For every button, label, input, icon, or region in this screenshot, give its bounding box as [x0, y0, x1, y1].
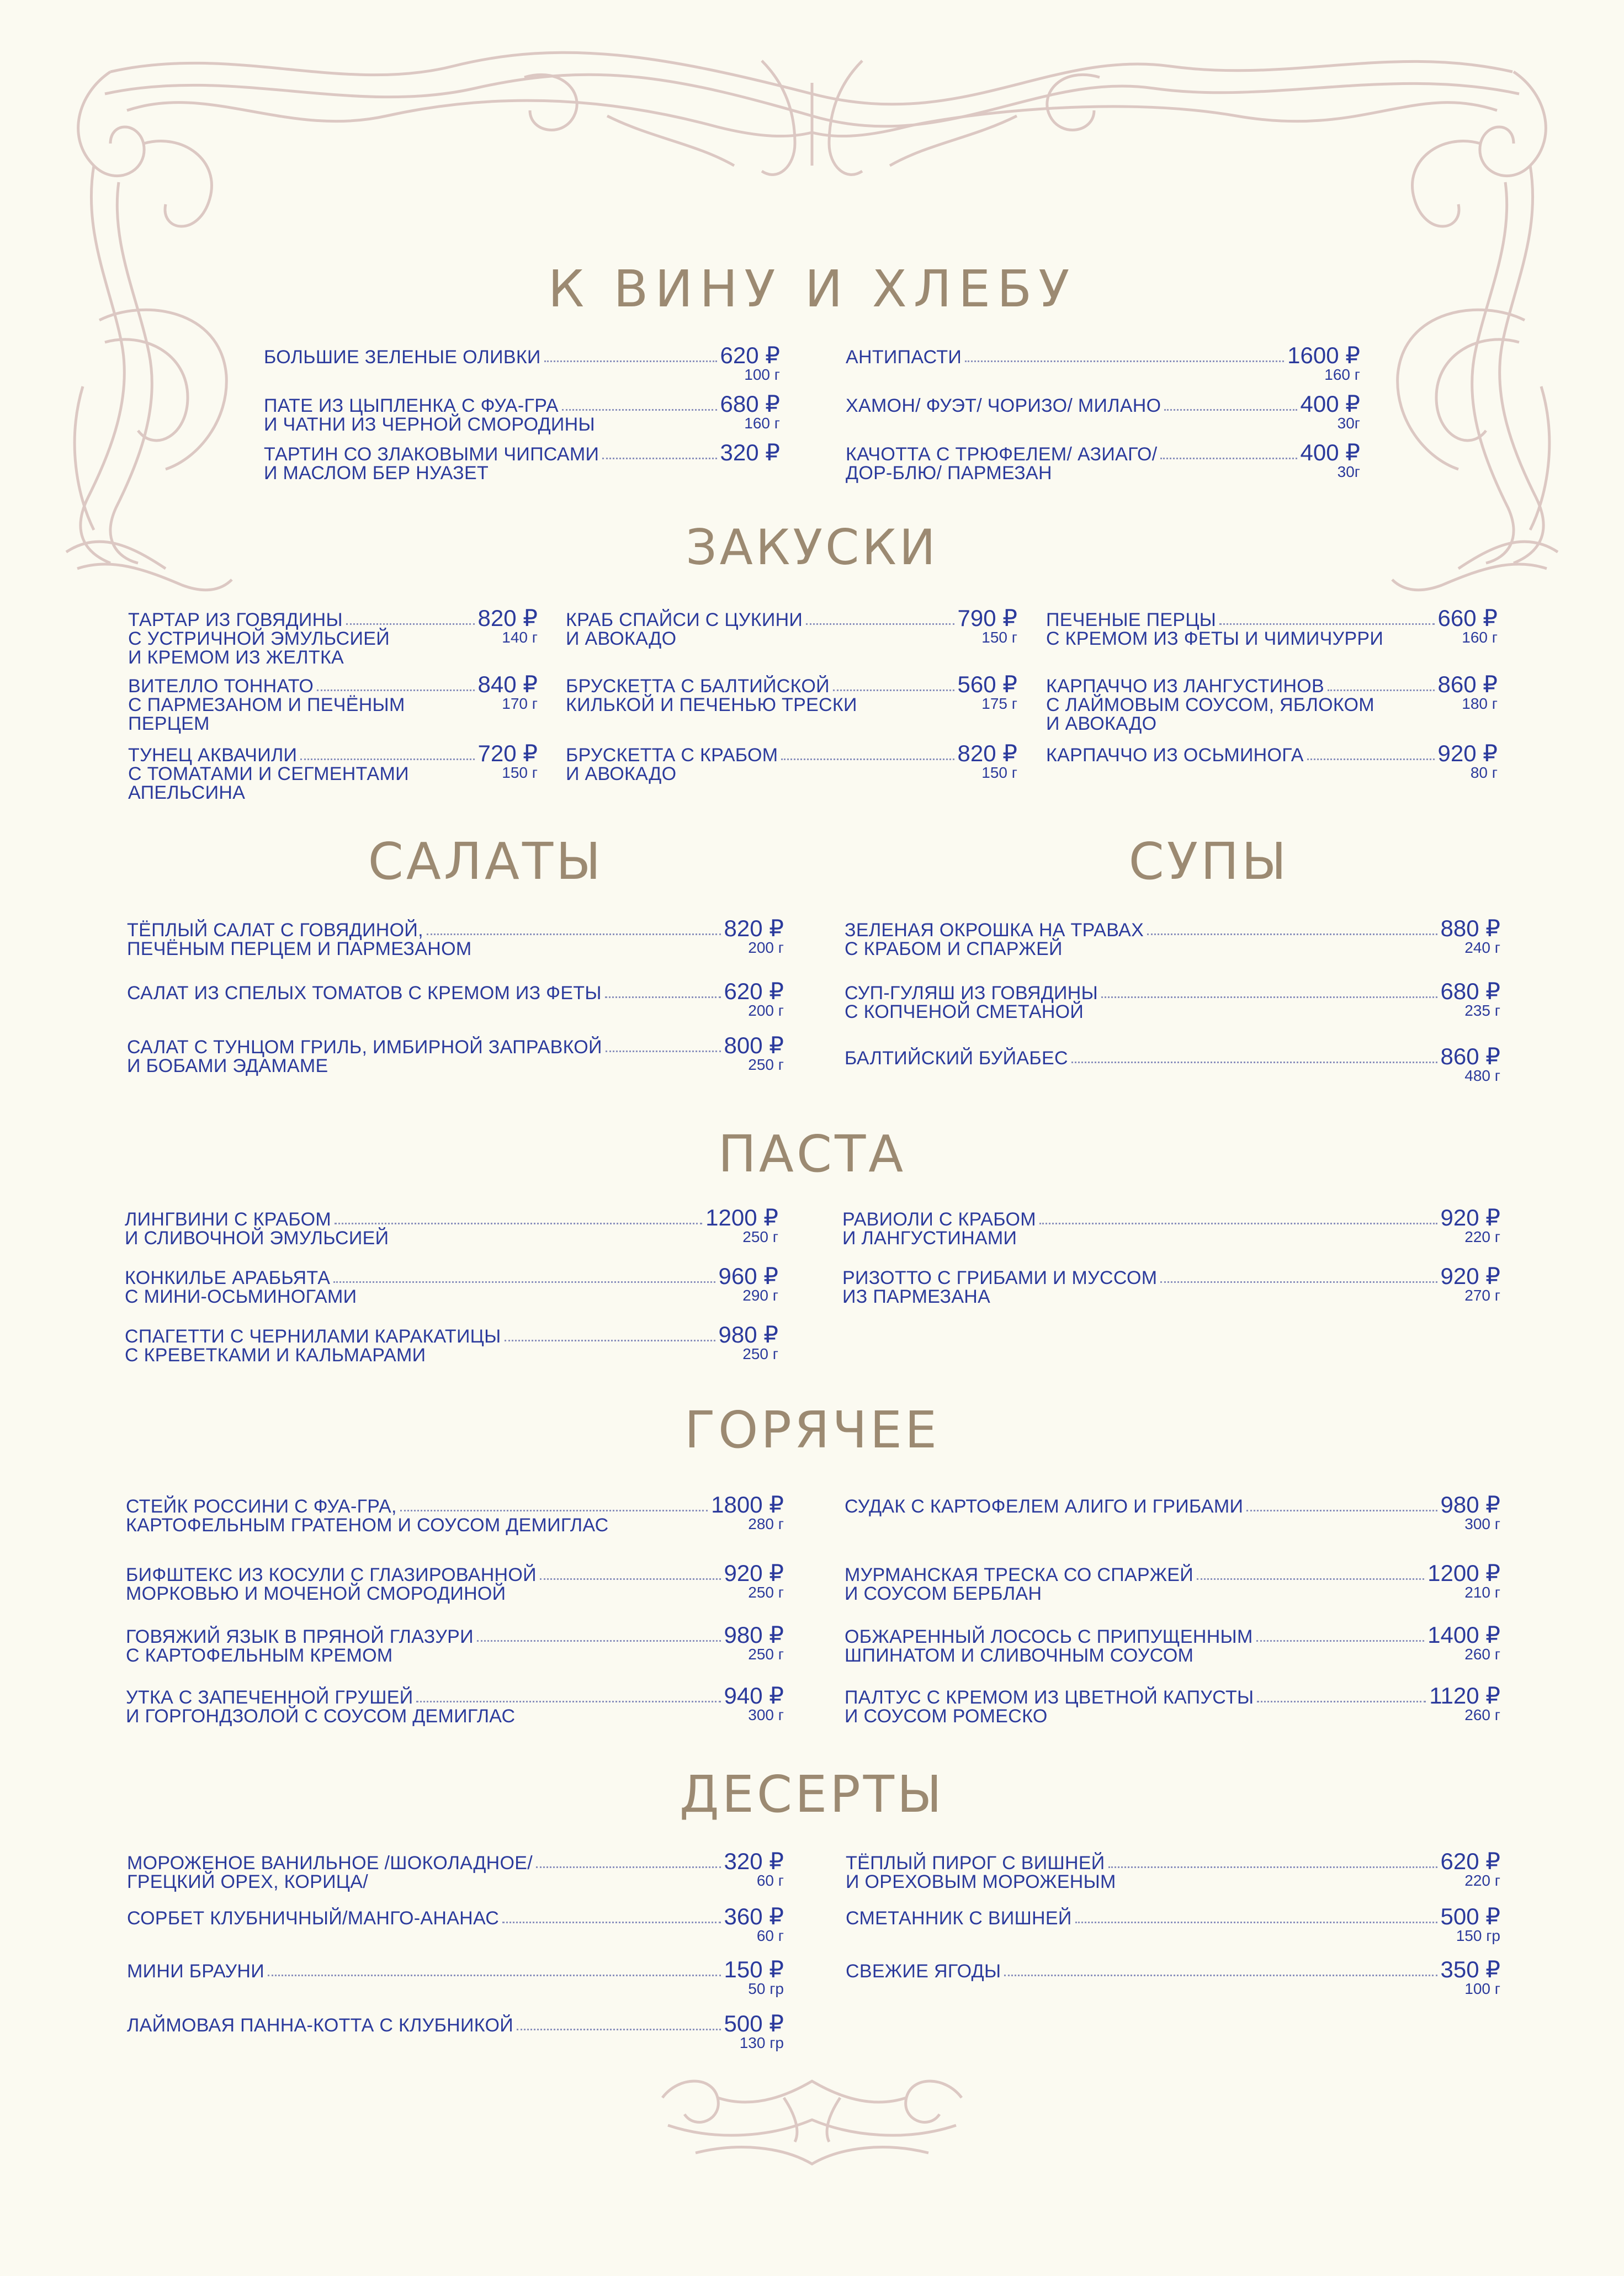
- item-price: 980 ₽: [1440, 1492, 1500, 1518]
- section-title-desserts: ДЕСЕРТЫ: [679, 1765, 945, 1824]
- menu-item: [127, 1956, 784, 1997]
- section-title-snacks: ЗАКУСКИ: [686, 519, 938, 576]
- item-price: 920 ₽: [724, 1560, 784, 1586]
- item-name: ТУНЕЦ АКВАЧИЛИ: [128, 745, 298, 766]
- item-desc: И СОУСОМ БЕРБЛАН: [845, 1583, 1042, 1604]
- item-weight: 250 г: [742, 1228, 778, 1245]
- item-name: СВЕЖИЕ ЯГОДЫ: [846, 1961, 1001, 1982]
- item-weight: 260 г: [1464, 1646, 1500, 1663]
- menu-item: [128, 742, 538, 802]
- menu-item: [842, 1207, 1500, 1248]
- item-weight: 170 г: [502, 695, 538, 712]
- item-price: 1200 ₽: [705, 1205, 778, 1230]
- item-price: 980 ₽: [724, 1622, 784, 1648]
- item-desc: ШПИНАТОМ И СЛИВОЧНЫМ СОУСОМ: [845, 1645, 1194, 1666]
- item-price: 920 ₽: [1437, 740, 1498, 766]
- item-desc: И МАСЛОМ БЕР НУАЗЕТ: [264, 463, 489, 484]
- item-price: 350 ₽: [1440, 1956, 1500, 1982]
- item-weight: 80 г: [1470, 764, 1498, 781]
- item-weight: 130 гр: [739, 2034, 784, 2051]
- item-desc: С КАРТОФЕЛЬНЫМ КРЕМОМ: [126, 1645, 393, 1666]
- menu-item: [126, 1562, 784, 1603]
- menu-item: [264, 439, 780, 484]
- item-desc: С КОПЧЕНОЙ СМЕТАНОЙ: [845, 1001, 1084, 1022]
- menu-item: [125, 1265, 778, 1306]
- item-name: СУДАК С КАРТОФЕЛЕМ АЛИГО И ГРИБАМИ: [845, 1496, 1244, 1517]
- item-weight: 160 г: [744, 415, 780, 432]
- item-desc: С КРЕВЕТКАМИ И КАЛЬМАРАМИ: [125, 1345, 426, 1366]
- item-weight: 200 г: [748, 1002, 784, 1019]
- item-weight: 160 г: [1462, 629, 1498, 646]
- menu-item: [127, 1034, 784, 1075]
- item-name: МИНИ БРАУНИ: [127, 1961, 264, 1982]
- item-name: САЛАТ С ТУНЦОМ ГРИЛЬ, ИМБИРНОЙ ЗАПРАВКОЙ: [127, 1037, 602, 1058]
- item-name: МОРОЖЕНОЕ ВАНИЛЬНОЕ /ШОКОЛАДНОЕ/: [127, 1853, 533, 1874]
- item-name: МУРМАНСКАЯ ТРЕСКА СО СПАРЖЕЙ: [845, 1564, 1193, 1585]
- item-desc: И ОРЕХОВЫМ МОРОЖЕНЫМ: [846, 1871, 1116, 1892]
- menu-item: [846, 1850, 1500, 1891]
- item-desc: И АВОКАДО: [566, 628, 677, 649]
- menu-item: [846, 1956, 1500, 1997]
- item-desc: И ЧАТНИ ИЗ ЧЕРНОЙ СМОРОДИНЫ: [264, 414, 595, 435]
- menu-item: [128, 607, 538, 667]
- item-name: ЛАЙМОВАЯ ПАННА-КОТТА С КЛУБНИКОЙ: [127, 2015, 513, 2036]
- item-name: САЛАТ ИЗ СПЕЛЫХ ТОМАТОВ С КРЕМОМ ИЗ ФЕТЫ: [127, 983, 602, 1004]
- item-price: 360 ₽: [724, 1903, 784, 1929]
- item-price: 560 ₽: [957, 671, 1017, 697]
- item-price: 660 ₽: [1437, 605, 1498, 631]
- menu-item: [264, 344, 780, 383]
- menu-item: [846, 344, 1360, 383]
- item-name: ТЁПЛЫЙ ПИРОГ С ВИШНЕЙ: [846, 1853, 1105, 1874]
- item-name: ХАМОН/ ФУЭТ/ ЧОРИЗО/ МИЛАНО: [846, 395, 1161, 416]
- item-price: 320 ₽: [724, 1848, 784, 1874]
- item-weight: 235 г: [1464, 1002, 1500, 1019]
- item-price: 500 ₽: [1440, 1903, 1500, 1929]
- item-desc: С КРЕМОМ ИЗ ФЕТЫ И ЧИМИЧУРРИ: [1046, 628, 1384, 649]
- item-price: 1800 ₽: [711, 1492, 784, 1518]
- item-name: РАВИОЛИ С КРАБОМ: [842, 1209, 1036, 1230]
- item-price: 820 ₽: [724, 915, 784, 941]
- item-desc: И ГОРГОНДЗОЛОЙ С СОУСОМ ДЕМИГЛАС: [126, 1706, 516, 1727]
- item-name: ЛИНГВИНИ С КРАБОМ: [125, 1209, 331, 1230]
- item-name: ТАРТИН СО ЗЛАКОВЫМИ ЧИПСАМИ: [264, 444, 599, 465]
- item-weight: 100 г: [1464, 1980, 1500, 1997]
- item-weight: 250 г: [748, 1584, 784, 1601]
- item-price: 620 ₽: [720, 342, 780, 368]
- item-desc: И АВОКАДО: [566, 763, 677, 784]
- item-price: 820 ₽: [957, 740, 1017, 766]
- item-name: СОРБЕТ КЛУБНИЧНЫЙ/МАНГО-АНАНАС: [127, 1908, 500, 1929]
- menu-item: [127, 980, 784, 1019]
- item-name: ПАЛТУС С КРЕМОМ ИЗ ЦВЕТНОЙ КАПУСТЫ: [845, 1687, 1254, 1708]
- item-name: БИФШТЕКС ИЗ КОСУЛИ С ГЛАЗИРОВАННОЙ: [126, 1564, 537, 1585]
- item-weight: 160 г: [1324, 366, 1360, 383]
- item-price: 840 ₽: [477, 671, 538, 697]
- section-title-soups: СУПЫ: [1128, 832, 1289, 891]
- item-name: СУП-ГУЛЯШ ИЗ ГОВЯДИНЫ: [845, 983, 1098, 1004]
- item-name: КАЧОТТА С ТРЮФЕЛЕМ/ АЗИАГО/: [846, 444, 1158, 465]
- menu-item: [566, 673, 1017, 714]
- item-price: 400 ₽: [1300, 391, 1360, 417]
- item-price: 820 ₽: [477, 605, 538, 631]
- item-desc: С КРАБОМ И СПАРЖЕЙ: [845, 938, 1063, 959]
- item-desc: С ПАРМЕЗАНОМ И ПЕЧЁНЫМ ПЕРЦЕМ: [128, 694, 405, 734]
- item-price: 860 ₽: [1437, 671, 1498, 697]
- item-desc: ИЗ ПАРМЕЗАНА: [842, 1286, 991, 1307]
- item-name: КАРПАЧЧО ИЗ ЛАНГУСТИНОВ: [1046, 676, 1325, 697]
- item-price: 920 ₽: [1440, 1205, 1500, 1230]
- menu-item: [845, 1043, 1500, 1084]
- menu-item: [127, 1903, 784, 1944]
- item-price: 1120 ₽: [1429, 1683, 1500, 1709]
- item-price: 800 ₽: [724, 1032, 784, 1058]
- item-name: РИЗОТТО С ГРИБАМИ И МУССОМ: [842, 1267, 1158, 1288]
- item-price: 680 ₽: [720, 391, 780, 417]
- menu-item: [845, 1624, 1500, 1665]
- item-desc: ПЕЧЁНЫМ ПЕРЦЕМ И ПАРМЕЗАНОМ: [127, 938, 472, 959]
- item-weight: 50 гр: [748, 1980, 784, 1997]
- item-weight: 30г: [1337, 463, 1360, 480]
- item-desc: С МИНИ-ОСЬМИНОГАМИ: [125, 1286, 357, 1307]
- item-name: СТЕЙК РОССИНИ С ФУА-ГРА,: [126, 1496, 397, 1517]
- menu-item: [127, 917, 784, 958]
- item-price: 400 ₽: [1300, 439, 1360, 465]
- item-desc: КИЛЬКОЙ И ПЕЧЕНЬЮ ТРЕСКИ: [566, 694, 857, 715]
- menu-item: [127, 1850, 784, 1891]
- menu-item: [264, 393, 780, 434]
- menu-item: [1046, 742, 1498, 781]
- item-weight: 150 г: [502, 764, 538, 781]
- item-name: ГОВЯЖИЙ ЯЗЫК В ПРЯНОЙ ГЛАЗУРИ: [126, 1626, 474, 1647]
- menu-item: [566, 742, 1017, 783]
- item-desc: И БОБАМИ ЭДАМАМЕ: [127, 1055, 328, 1076]
- item-desc: МОРКОВЬЮ И МОЧЕНОЙ СМОРОДИНОЙ: [126, 1583, 506, 1604]
- item-weight: 250 г: [742, 1345, 778, 1362]
- item-weight: 150 гр: [1456, 1927, 1500, 1944]
- item-weight: 290 г: [742, 1287, 778, 1304]
- item-weight: 250 г: [748, 1646, 784, 1663]
- menu-item: [126, 1685, 784, 1726]
- item-price: 940 ₽: [724, 1683, 784, 1709]
- item-price: 920 ₽: [1440, 1263, 1500, 1289]
- item-weight: 480 г: [1464, 1067, 1500, 1084]
- item-weight: 100 г: [744, 366, 780, 383]
- item-name: ТЁПЛЫЙ САЛАТ С ГОВЯДИНОЙ,: [127, 920, 423, 941]
- item-name: ЗЕЛЕНАЯ ОКРОШКА НА ТРАВАХ: [845, 920, 1144, 941]
- item-weight: 250 г: [748, 1056, 784, 1073]
- item-weight: 240 г: [1464, 939, 1500, 956]
- item-name: КАРПАЧЧО ИЗ ОСЬМИНОГА: [1046, 745, 1304, 766]
- item-name: КОНКИЛЬЕ АРАБЬЯТА: [125, 1267, 331, 1288]
- item-desc: С ЛАЙМОВЫМ СОУСОМ, ЯБЛОКОМ И АВОКАДО: [1046, 694, 1374, 734]
- menu-item: [846, 439, 1360, 484]
- item-desc: И ЛАНГУСТИНАМИ: [842, 1228, 1017, 1249]
- item-weight: 210 г: [1464, 1584, 1500, 1601]
- item-weight: 300 г: [748, 1706, 784, 1723]
- item-weight: 260 г: [1464, 1706, 1500, 1723]
- item-price: 790 ₽: [957, 605, 1017, 631]
- item-name: ПЕЧЕНЫЕ ПЕРЦЫ: [1046, 609, 1217, 630]
- item-weight: 220 г: [1464, 1228, 1500, 1245]
- item-name: ПАТЕ ИЗ ЦЫПЛЕНКА С ФУА-ГРА: [264, 395, 559, 416]
- item-price: 1400 ₽: [1427, 1622, 1500, 1648]
- menu-item: [845, 1562, 1500, 1603]
- item-name: БРУСКЕТТА С БАЛТИЙСКОЙ: [566, 676, 830, 697]
- item-weight: 60 г: [756, 1927, 784, 1944]
- menu-item: [1046, 673, 1498, 733]
- item-weight: 300 г: [1464, 1515, 1500, 1532]
- item-weight: 180 г: [1462, 695, 1498, 712]
- item-price: 150 ₽: [724, 1956, 784, 1982]
- menu-item: [128, 673, 538, 733]
- item-name: ВИТЕЛЛО ТОННАТО: [128, 676, 314, 697]
- item-name: ОБЖАРЕННЫЙ ЛОСОСЬ С ПРИПУЩЕННЫМ: [845, 1626, 1253, 1647]
- item-weight: 200 г: [748, 939, 784, 956]
- item-weight: 270 г: [1464, 1287, 1500, 1304]
- section-title-salads: САЛАТЫ: [368, 832, 604, 891]
- item-name: БОЛЬШИЕ ЗЕЛЕНЫЕ ОЛИВКИ: [264, 347, 541, 368]
- menu-item: [125, 1207, 778, 1248]
- item-name: ТАРТАР ИЗ ГОВЯДИНЫ: [128, 609, 343, 630]
- item-price: 720 ₽: [477, 740, 538, 766]
- item-price: 1200 ₽: [1427, 1560, 1500, 1586]
- item-price: 500 ₽: [724, 2010, 784, 2036]
- item-price: 680 ₽: [1440, 978, 1500, 1004]
- item-weight: 150 г: [981, 764, 1017, 781]
- item-weight: 60 г: [756, 1872, 784, 1889]
- item-desc: С УСТРИЧНОЙ ЭМУЛЬСИЕЙ И КРЕМОМ ИЗ ЖЕЛТКА: [128, 628, 390, 668]
- item-desc: ГРЕЦКИЙ ОРЕХ, КОРИЦА/: [127, 1871, 368, 1892]
- menu-item: [127, 2010, 784, 2051]
- item-price: 880 ₽: [1440, 915, 1500, 941]
- menu-item: [845, 980, 1500, 1021]
- menu-item: [845, 1494, 1500, 1532]
- menu-item: [845, 917, 1500, 958]
- menu-item: [1046, 607, 1498, 648]
- item-weight: 280 г: [748, 1515, 784, 1532]
- menu-item: [846, 1903, 1500, 1944]
- item-weight: 30г: [1337, 415, 1360, 432]
- item-desc: КАРТОФЕЛЬНЫМ ГРАТЕНОМ И СОУСОМ ДЕМИГЛАС: [126, 1515, 609, 1536]
- item-price: 960 ₽: [718, 1263, 778, 1289]
- menu-item: [842, 1265, 1500, 1306]
- item-price: 860 ₽: [1440, 1043, 1500, 1069]
- item-name: АНТИПАСТИ: [846, 347, 962, 368]
- item-name: СПАГЕТТИ С ЧЕРНИЛАМИ КАРАКАТИЦЫ: [125, 1326, 501, 1347]
- item-price: 320 ₽: [720, 439, 780, 465]
- item-desc: ДОР-БЛЮ/ ПАРМЕЗАН: [846, 463, 1052, 484]
- menu-item: [125, 1324, 778, 1365]
- menu-item: [126, 1494, 784, 1535]
- item-weight: 150 г: [981, 629, 1017, 646]
- item-name: БРУСКЕТТА С КРАБОМ: [566, 745, 778, 766]
- item-price: 620 ₽: [724, 978, 784, 1004]
- item-weight: 220 г: [1464, 1872, 1500, 1889]
- menu-item: [846, 393, 1360, 432]
- item-weight: 175 г: [981, 695, 1017, 712]
- section-title-hot: ГОРЯЧЕЕ: [684, 1400, 940, 1460]
- section-title-wine: К ВИНУ И ХЛЕБУ: [548, 259, 1076, 319]
- item-name: УТКА С ЗАПЕЧЕННОЙ ГРУШЕЙ: [126, 1687, 413, 1708]
- item-desc: И СЛИВОЧНОЙ ЭМУЛЬСИЕЙ: [125, 1228, 389, 1249]
- item-price: 1600 ₽: [1287, 342, 1360, 368]
- section-title-pasta: ПАСТА: [718, 1124, 906, 1184]
- item-desc: И СОУСОМ РОМЕСКО: [845, 1706, 1048, 1727]
- item-price: 980 ₽: [718, 1322, 778, 1347]
- menu-item: [845, 1685, 1500, 1726]
- item-price: 620 ₽: [1440, 1848, 1500, 1874]
- item-name: КРАБ СПАЙСИ С ЦУКИНИ: [566, 609, 803, 630]
- menu-item: [566, 607, 1017, 648]
- menu-item: [126, 1624, 784, 1665]
- item-weight: 140 г: [502, 629, 538, 646]
- item-name: БАЛТИЙСКИЙ БУЙАБЕС: [845, 1048, 1068, 1069]
- item-name: СМЕТАННИК С ВИШНЕЙ: [846, 1908, 1072, 1929]
- item-desc: С ТОМАТАМИ И СЕГМЕНТАМИ АПЕЛЬСИНА: [128, 763, 409, 803]
